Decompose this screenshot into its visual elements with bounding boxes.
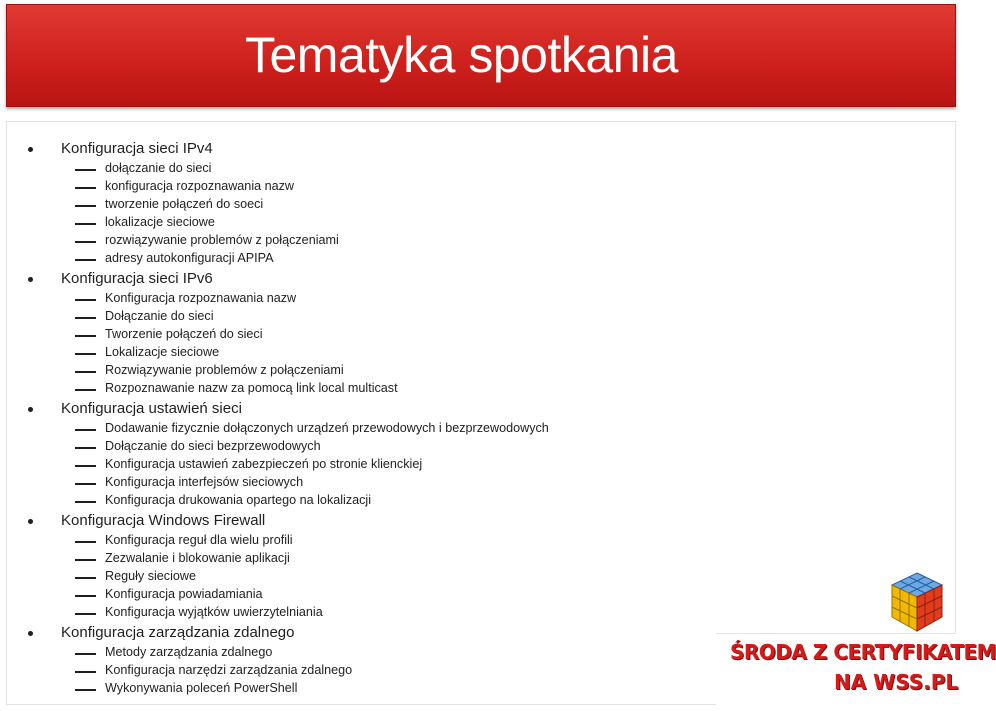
outline-item-label: Konfiguracja zarządzania zdalnego bbox=[61, 624, 295, 641]
outline-subitem-label: Dodawanie fizycznie dołączonych urządzeń przewodowych i bezprzewodowych bbox=[105, 421, 549, 435]
bullet-icon bbox=[28, 519, 33, 524]
dash-icon bbox=[75, 653, 96, 655]
bullet-icon bbox=[28, 407, 33, 412]
outline-subitem-label: Wykonywania poleceń PowerShell bbox=[105, 681, 298, 695]
outline-item-label: Konfiguracja sieci IPv6 bbox=[61, 270, 213, 287]
dash-icon bbox=[75, 577, 96, 579]
outline-subitem-label: Metody zarządzania zdalnego bbox=[105, 645, 273, 659]
outline-subitem-label: tworzenie połączeń do soeci bbox=[105, 197, 264, 211]
bullet-icon bbox=[28, 277, 33, 282]
outline-subitem-label: Konfiguracja wyjątków uwierzytelniania bbox=[105, 605, 323, 619]
outline-item-label: Konfiguracja ustawień sieci bbox=[61, 400, 242, 417]
bullet-icon bbox=[28, 631, 33, 636]
outline-subitem-label: dołączanie do sieci bbox=[105, 161, 212, 175]
outline-subitem-label: Konfiguracja powiadamiania bbox=[105, 587, 263, 601]
slide-title: Tematyka spotkania bbox=[245, 27, 678, 83]
outline-subitem-label: Rozpoznawanie nazw za pomocą link local multicast bbox=[105, 381, 398, 395]
outline-subitem-label: Zezwalanie i blokowanie aplikacji bbox=[105, 551, 290, 565]
dash-icon bbox=[75, 541, 96, 543]
outline-subitem-label: rozwiązywanie problemów z połączeniami bbox=[105, 233, 339, 247]
rubik-cube-icon bbox=[888, 571, 946, 633]
logo-banner bbox=[716, 633, 996, 705]
outline-subitem-label: Konfiguracja ustawień zabezpieczeń po stronie klienckiej bbox=[105, 457, 423, 471]
dash-icon bbox=[75, 559, 96, 561]
outline-subitem-label: adresy autokonfiguracji APIPA bbox=[105, 251, 274, 265]
outline-subitem-label: Konfiguracja interfejsów sieciowych bbox=[105, 475, 304, 489]
dash-icon bbox=[75, 371, 96, 373]
outline-subitem-label: Dołączanie do sieci bezprzewodowych bbox=[105, 439, 321, 453]
dash-icon bbox=[75, 613, 96, 615]
dash-icon bbox=[75, 335, 96, 337]
outline-subitem-label: Tworzenie połączeń do sieci bbox=[105, 327, 263, 341]
outline-subitem-label: konfiguracja rozpoznawania nazw bbox=[105, 179, 295, 193]
dash-icon bbox=[75, 389, 96, 391]
content-area bbox=[6, 121, 959, 705]
outline-subitem-label: Dołączanie do sieci bbox=[105, 309, 214, 323]
dash-icon bbox=[75, 187, 96, 189]
dash-icon bbox=[75, 259, 96, 261]
dash-icon bbox=[75, 353, 96, 355]
outline-subitem-label: lokalizacje sieciowe bbox=[105, 215, 215, 229]
dash-icon bbox=[75, 169, 96, 171]
dash-icon bbox=[75, 501, 96, 503]
dash-icon bbox=[75, 595, 96, 597]
dash-icon bbox=[75, 465, 96, 467]
outline-subitem-label: Rozwiązywanie problemów z połączeniami bbox=[105, 363, 344, 377]
dash-icon bbox=[75, 671, 96, 673]
dash-icon bbox=[75, 689, 96, 691]
logo-text-line2: NA WSS.PL bbox=[834, 670, 959, 694]
outline-subitem-label: Lokalizacje sieciowe bbox=[105, 345, 220, 359]
dash-icon bbox=[75, 223, 96, 225]
dash-icon bbox=[75, 483, 96, 485]
dash-icon bbox=[75, 429, 96, 431]
outline-subitem-label: Reguły sieciowe bbox=[105, 569, 196, 583]
outline-item-label: Konfiguracja sieci IPv4 bbox=[61, 140, 213, 157]
bullet-icon bbox=[28, 147, 33, 152]
dash-icon bbox=[75, 299, 96, 301]
dash-icon bbox=[75, 205, 96, 207]
outline-subitem-label: Konfiguracja drukowania opartego na lokalizacji bbox=[105, 493, 372, 507]
dash-icon bbox=[75, 241, 96, 243]
outline-item-label: Konfiguracja Windows Firewall bbox=[61, 512, 266, 529]
logo-text-line1: ŚRODA Z CERTYFIKATEM bbox=[730, 640, 996, 664]
dash-icon bbox=[75, 447, 96, 449]
outline-subitem-label: Konfiguracja reguł dla wielu profili bbox=[105, 533, 293, 547]
dash-icon bbox=[75, 317, 96, 319]
outline-subitem-label: Konfiguracja narzędzi zarządzania zdalnego bbox=[105, 663, 353, 677]
title-bar bbox=[6, 4, 956, 107]
outline-subitem-label: Konfiguracja rozpoznawania nazw bbox=[105, 291, 297, 305]
